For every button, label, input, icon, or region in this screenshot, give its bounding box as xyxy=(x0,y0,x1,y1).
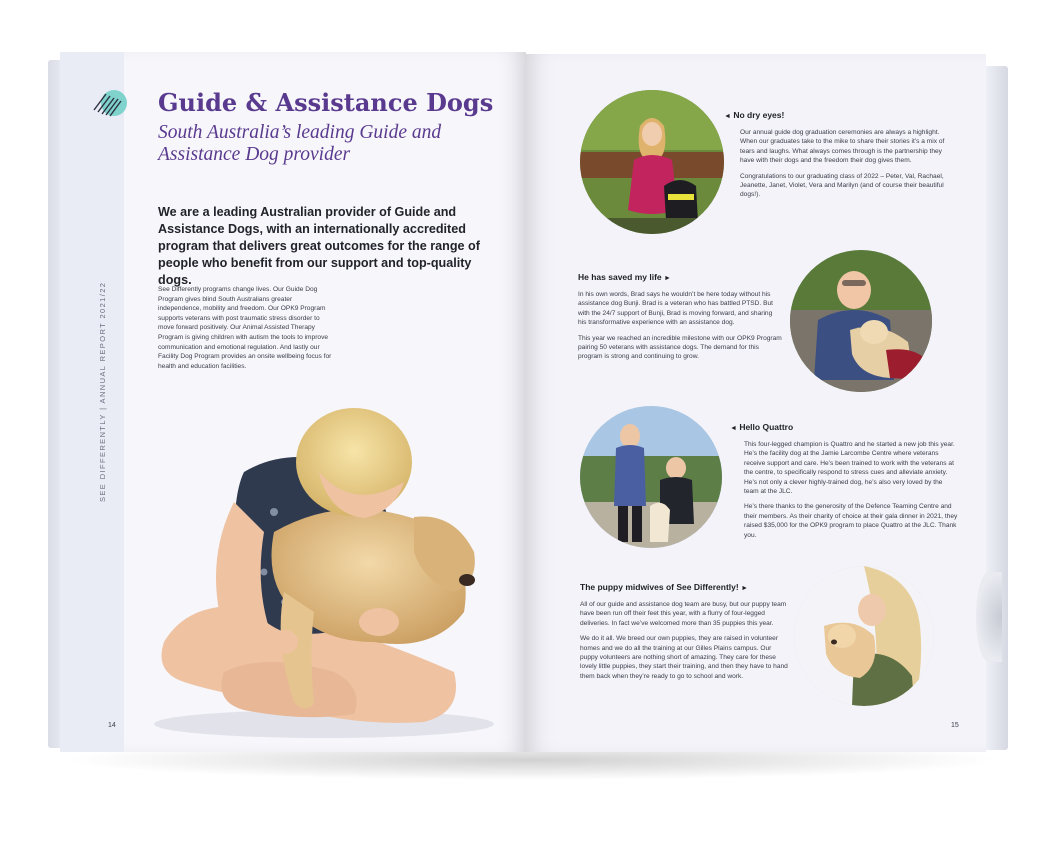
annual-report-spread xyxy=(48,52,1008,752)
page-number-right: 15 xyxy=(951,722,959,729)
paragraph: This four-legged champion is Quattro and he started a new job this year. He’s the facility dog at the Jamie Larcombe Centre where veterans receive support and care. He’s been trained to work with the veterans at the centre, to specifically respond to stress cues and alleviate anxiety. He’s not only a clever highly-trained dog, he’s also very loved by the team at the JLC. xyxy=(744,441,955,496)
paragraph: All of our guide and assistance dog team are busy, but our puppy team have been run off their feet this year, with a flurry of four-legged deliveries. In fact we’ve welcomed more than 35 puppies this year. xyxy=(580,601,787,627)
page-number-left: 14 xyxy=(108,722,116,729)
page-title: Guide & Assistance Dogs xyxy=(158,88,494,117)
quattro-facility-dog-photo xyxy=(580,406,722,548)
section-body-no-dry-eyes xyxy=(740,128,950,206)
right-page xyxy=(526,54,986,752)
page-subtitle: South Australia’s leading Guide and Assistance Dog provider xyxy=(158,122,442,165)
section-body-puppy-midwives xyxy=(580,600,790,687)
section-body-hello-quattro xyxy=(744,440,958,546)
woman-holding-puppy-photo xyxy=(794,566,934,706)
logo-mark-icon xyxy=(90,88,128,118)
left-margin-strip xyxy=(60,52,124,752)
arrow-left-icon: ◄ xyxy=(730,425,737,432)
section-title-puppy-midwives: The puppy midwives of See Differently! ► xyxy=(580,582,749,592)
veteran-with-assistance-dog-photo xyxy=(790,250,932,392)
arrow-left-icon: ◄ xyxy=(724,113,731,120)
boy-hugging-puppy-photo xyxy=(124,342,526,742)
section-title-hello-quattro: ◄ Hello Quattro xyxy=(730,422,794,432)
paragraph: We do it all. We breed our own puppies, they are raised in volunteer homes and we do all the training at our Gilles Plains campus. Our puppy volunteers are nothing short of amazing. They care for these lovely little puppies, they start their training, and then they have to hand them back when they’re ready to go to school and work. xyxy=(580,635,788,680)
section-title-no-dry-eyes: ◄ No dry eyes! xyxy=(724,110,785,120)
lead-paragraph: We are a leading Australian provider of Guide and Assistance Dogs, with an internationally accredited program that delivers great outcomes for the range of people who benefit from our support and top-quality dogs. xyxy=(158,205,480,287)
vertical-running-head: SEE DIFFERENTLY | ANNUAL REPORT 2021/22 xyxy=(98,281,107,502)
arrow-right-icon: ► xyxy=(741,585,749,592)
left-page xyxy=(60,52,526,752)
section-title-he-has-saved-my-life: He has saved my life ► xyxy=(578,272,671,282)
section-body-he-has-saved-my-life xyxy=(578,290,782,368)
paragraph: He’s there thanks to the generosity of the Defence Teaming Centre and their members. As their charity of choice at their gala dinner in 2021, they raised $35,000 for the OPK9 program to place Quattro at the JLC. Thank you. xyxy=(744,503,958,539)
graduate-with-guide-dog-photo xyxy=(580,90,724,234)
page-curl xyxy=(976,572,1002,662)
intro-body-text: See Differently programs change lives. Our Guide Dog Program gives blind South Australians greater independence, mobility and freedom. Our OPK9 Program supports veterans with post traumatic stress disorder to move forward positively. Our Animal Assisted Therapy Program is giving children with autism the tools to improve communication and emotional regulation. And lastly our Facility Dog Program provides an onsite wellbeing focus for health and education facilities. xyxy=(158,286,332,370)
paragraph: Congratulations to our graduating class of 2022 – Peter, Val, Rachael, Jeanette, Janet, Violet, Vera and Marilyn (and of course their beautiful dogs!). xyxy=(740,172,944,199)
paragraph: Our annual guide dog graduation ceremonies are always a highlight. When our graduates take to the mike to share their stories it’s a mix of tears and laughs. What always comes through is the partnership they have with their dogs and the freedom their dog gives them. xyxy=(740,129,945,165)
paragraph: This year we reached an incredible milestone with our OPK9 Program pairing 50 veterans with assistance dogs. The demand for this program is strong and continuing to grow. xyxy=(578,334,782,361)
paragraph: In his own words, Brad says he wouldn’t be here today without his assistance dog Bunji. Brad is a veteran who has battled PTSD. But with the 24/7 support of Bunji, Brad is moving forward, and sharing his transformative experience with an assistance dog. xyxy=(578,291,773,327)
arrow-right-icon: ► xyxy=(664,275,671,282)
